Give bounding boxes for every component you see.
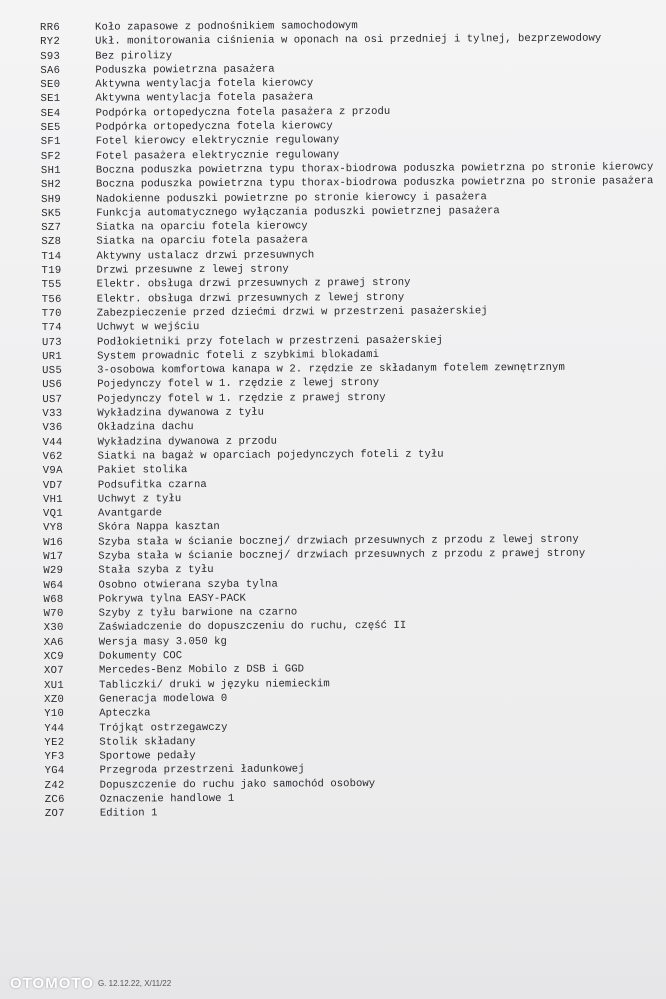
option-description: Elektr. obsługa drzwi przesuwnych z prawej strony (96, 277, 411, 292)
option-description: Uchwyt z tyłu (97, 492, 182, 506)
option-code: SF2 (40, 150, 61, 163)
option-description: Stolik składany (99, 735, 196, 749)
option-description: Pojedynczy fotel w 1. rzędzie z lewej strony (97, 377, 380, 392)
equipment-code-list (40, 17, 665, 821)
option-code: W17 (43, 550, 64, 563)
option-code: W16 (43, 536, 64, 549)
option-code: Z42 (44, 779, 65, 792)
option-code: SH2 (40, 179, 62, 192)
option-description: Szyba stała w ścianie bocznej/ drzwiach przesuwnych z przodu z prawej strony (98, 547, 586, 563)
option-code: V36 (42, 422, 63, 435)
option-description: System prowadnic foteli z szybkimi blokadami (97, 348, 380, 363)
option-description: Podłokietniki przy fotelach w przestrzeni pasażerskiej (96, 334, 443, 349)
option-description: Uchwyt w wejściu (96, 321, 200, 334)
option-code: SE1 (40, 93, 61, 106)
list-item (45, 804, 665, 822)
option-code: V33 (42, 407, 63, 421)
option-code: V9A (42, 465, 63, 478)
option-description: Nadokienne poduszki powietrzne po stronie kierowcy i pasażera (96, 190, 487, 206)
print-stamp: G. 12.12.22, X/11/22 (97, 978, 172, 988)
option-description: Wykładzina dywanowa z przodu (97, 435, 278, 449)
option-code: SE5 (40, 121, 61, 135)
option-code: XZ0 (44, 693, 65, 706)
option-code: T70 (41, 307, 62, 320)
option-code: Y44 (44, 722, 65, 735)
option-code: T56 (41, 293, 62, 306)
option-code: ZO7 (44, 808, 65, 821)
option-description: Skóra Nappa kasztan (98, 521, 220, 535)
option-code: W68 (43, 593, 64, 606)
option-code: T74 (41, 322, 62, 335)
option-code: SK5 (41, 207, 62, 220)
option-description: Poduszka powietrzna pasażera (95, 63, 275, 77)
option-description: Siatki na bagaż w oparciach pojedynczych foteli z tyłu (97, 448, 444, 463)
option-code: XC9 (43, 650, 64, 664)
option-description: Avantgarde (97, 507, 163, 520)
option-code: SA6 (40, 64, 61, 77)
option-code: S93 (40, 50, 61, 63)
option-code: T55 (41, 279, 62, 292)
option-code: SZ8 (41, 236, 62, 249)
option-code: T19 (41, 264, 62, 278)
option-description: Trójkąt ostrzegawczy (99, 721, 228, 735)
option-description: Boczna poduszka powietrzna typu thorax-biodrowa poduszka powietrzna po stronie kierowcy (95, 161, 654, 177)
option-description: Dokumenty COC (98, 650, 183, 663)
option-code: W64 (43, 579, 64, 592)
option-description: Elektr. obsługa drzwi przesuwnych z lewej strony (96, 291, 405, 306)
option-code: US5 (42, 364, 63, 378)
option-code: SE4 (40, 107, 61, 120)
option-description: Tabliczki/ druki w języku niemieckim (99, 677, 330, 692)
option-code: W29 (43, 565, 64, 578)
option-code: US6 (42, 379, 63, 392)
option-code: US7 (42, 393, 63, 406)
option-description: Ukł. monitorowania ciśnienia w oponach na osi przedniej i tylnej, bezprzewodowy (95, 32, 602, 48)
option-code: ZC6 (44, 793, 65, 807)
option-code: SH1 (40, 164, 61, 177)
option-code: V44 (42, 436, 63, 449)
option-code: Y10 (44, 708, 65, 721)
option-code: VQ1 (42, 507, 64, 521)
option-code: W70 (43, 608, 64, 621)
option-code: U73 (41, 336, 62, 349)
option-description: Edition 1 (99, 807, 158, 820)
option-description: Szyba stała w ścianie bocznej/ drzwiach przesuwnych z przodu z lewej strony (98, 533, 579, 549)
option-code: T14 (41, 250, 62, 263)
option-description: Okładzina dachu (97, 421, 194, 434)
option-code: XA6 (43, 636, 64, 649)
option-description: Koło zapasowe z podnośnikiem samochodowym (95, 20, 358, 34)
option-description: Bez pirolizy (95, 49, 173, 63)
option-description: Fotel pasażera elektrycznie regulowany (95, 148, 340, 163)
option-description: Wykładzina dywanowa z tyłu (97, 406, 265, 420)
option-code: VY8 (43, 522, 64, 535)
option-code: XO7 (43, 665, 64, 678)
option-code: VH1 (42, 493, 63, 506)
option-description: Szyby z tyłu barwione na czarno (98, 606, 298, 620)
option-description: Zabezpieczenie przed dziećmi drzwi w przestrzeni pasażerskiej (96, 305, 488, 320)
option-code: RR6 (40, 21, 61, 34)
option-description: Generacja modelowa 0 (99, 692, 228, 706)
option-description: Dopuszczenie do ruchu jako samochód osobowy (99, 777, 376, 792)
option-description: Mercedes-Benz Mobilo z DSB i GGD (98, 663, 305, 678)
footer (10, 973, 171, 993)
option-code: SF1 (40, 136, 61, 149)
option-description: Podpórka ortopedyczna fotela pasażera z przodu (95, 105, 391, 120)
option-description: Drzwi przesuwne z lewej strony (96, 263, 289, 277)
option-description: Siatka na oparciu fotela pasażera (96, 234, 308, 249)
option-description: Przegroda przestrzeni ładunkowej (99, 763, 305, 778)
otomoto-watermark-logo: OTOMOTO (10, 974, 94, 992)
option-description: Boczna poduszka powietrzna typu thorax-biodrowa poduszka powietrzna po stronie pasażera (95, 175, 654, 191)
option-description: Wersja masy 3.050 kg (98, 635, 227, 649)
option-description: Zaświadczenie do dopuszczeniu do ruchu, część II (98, 620, 407, 635)
option-code: XU1 (44, 679, 65, 692)
option-description: 3-osobowa komfortowa kanapa w 2. rzędzie ze składanym fotelem zewnętrznym (97, 361, 565, 377)
option-description: Siatka na oparciu fotela kierowcy (96, 220, 308, 234)
option-code: UR1 (42, 350, 63, 363)
option-description: Stała szyba z tyłu (98, 564, 214, 577)
option-description: Apteczka (99, 707, 151, 720)
option-code: YE2 (44, 736, 65, 749)
option-code: V62 (42, 450, 63, 463)
option-description: Funkcja automatycznego wyłączania poduszki powietrznej pasażera (96, 205, 500, 220)
option-description: Podpórka ortopedyczna fotela kierowcy (95, 120, 333, 134)
option-code: YF3 (44, 751, 65, 764)
option-code: SE0 (40, 79, 61, 92)
option-description: Aktywny ustalacz drzwi przesuwnych (96, 249, 315, 263)
option-description: Pakiet stolika (97, 464, 188, 477)
option-description: Pokrywa tylna EASY-PACK (98, 592, 246, 606)
option-description: Sportowe pedały (99, 750, 196, 763)
option-description: Podsufitka czarna (97, 478, 207, 492)
option-description: Aktywna wentylacja fotela kierowcy (95, 77, 314, 91)
option-code: SH9 (41, 193, 62, 206)
option-description: Oznaczenie handlowe 1 (99, 792, 235, 806)
option-code: SZ7 (41, 222, 62, 235)
option-code: X30 (43, 622, 64, 635)
option-description: Pojedynczy fotel w 1. rzędzie z prawej strony (97, 391, 386, 406)
option-description: Fotel kierowcy elektrycznie regulowany (95, 134, 340, 149)
option-code: YG4 (44, 765, 65, 778)
option-description: Osobno otwierana szyba tylna (98, 578, 278, 592)
option-code: VD7 (42, 479, 63, 492)
option-description: Aktywna wentylacja fotela pasażera (95, 91, 314, 106)
option-code: RY2 (40, 36, 61, 49)
